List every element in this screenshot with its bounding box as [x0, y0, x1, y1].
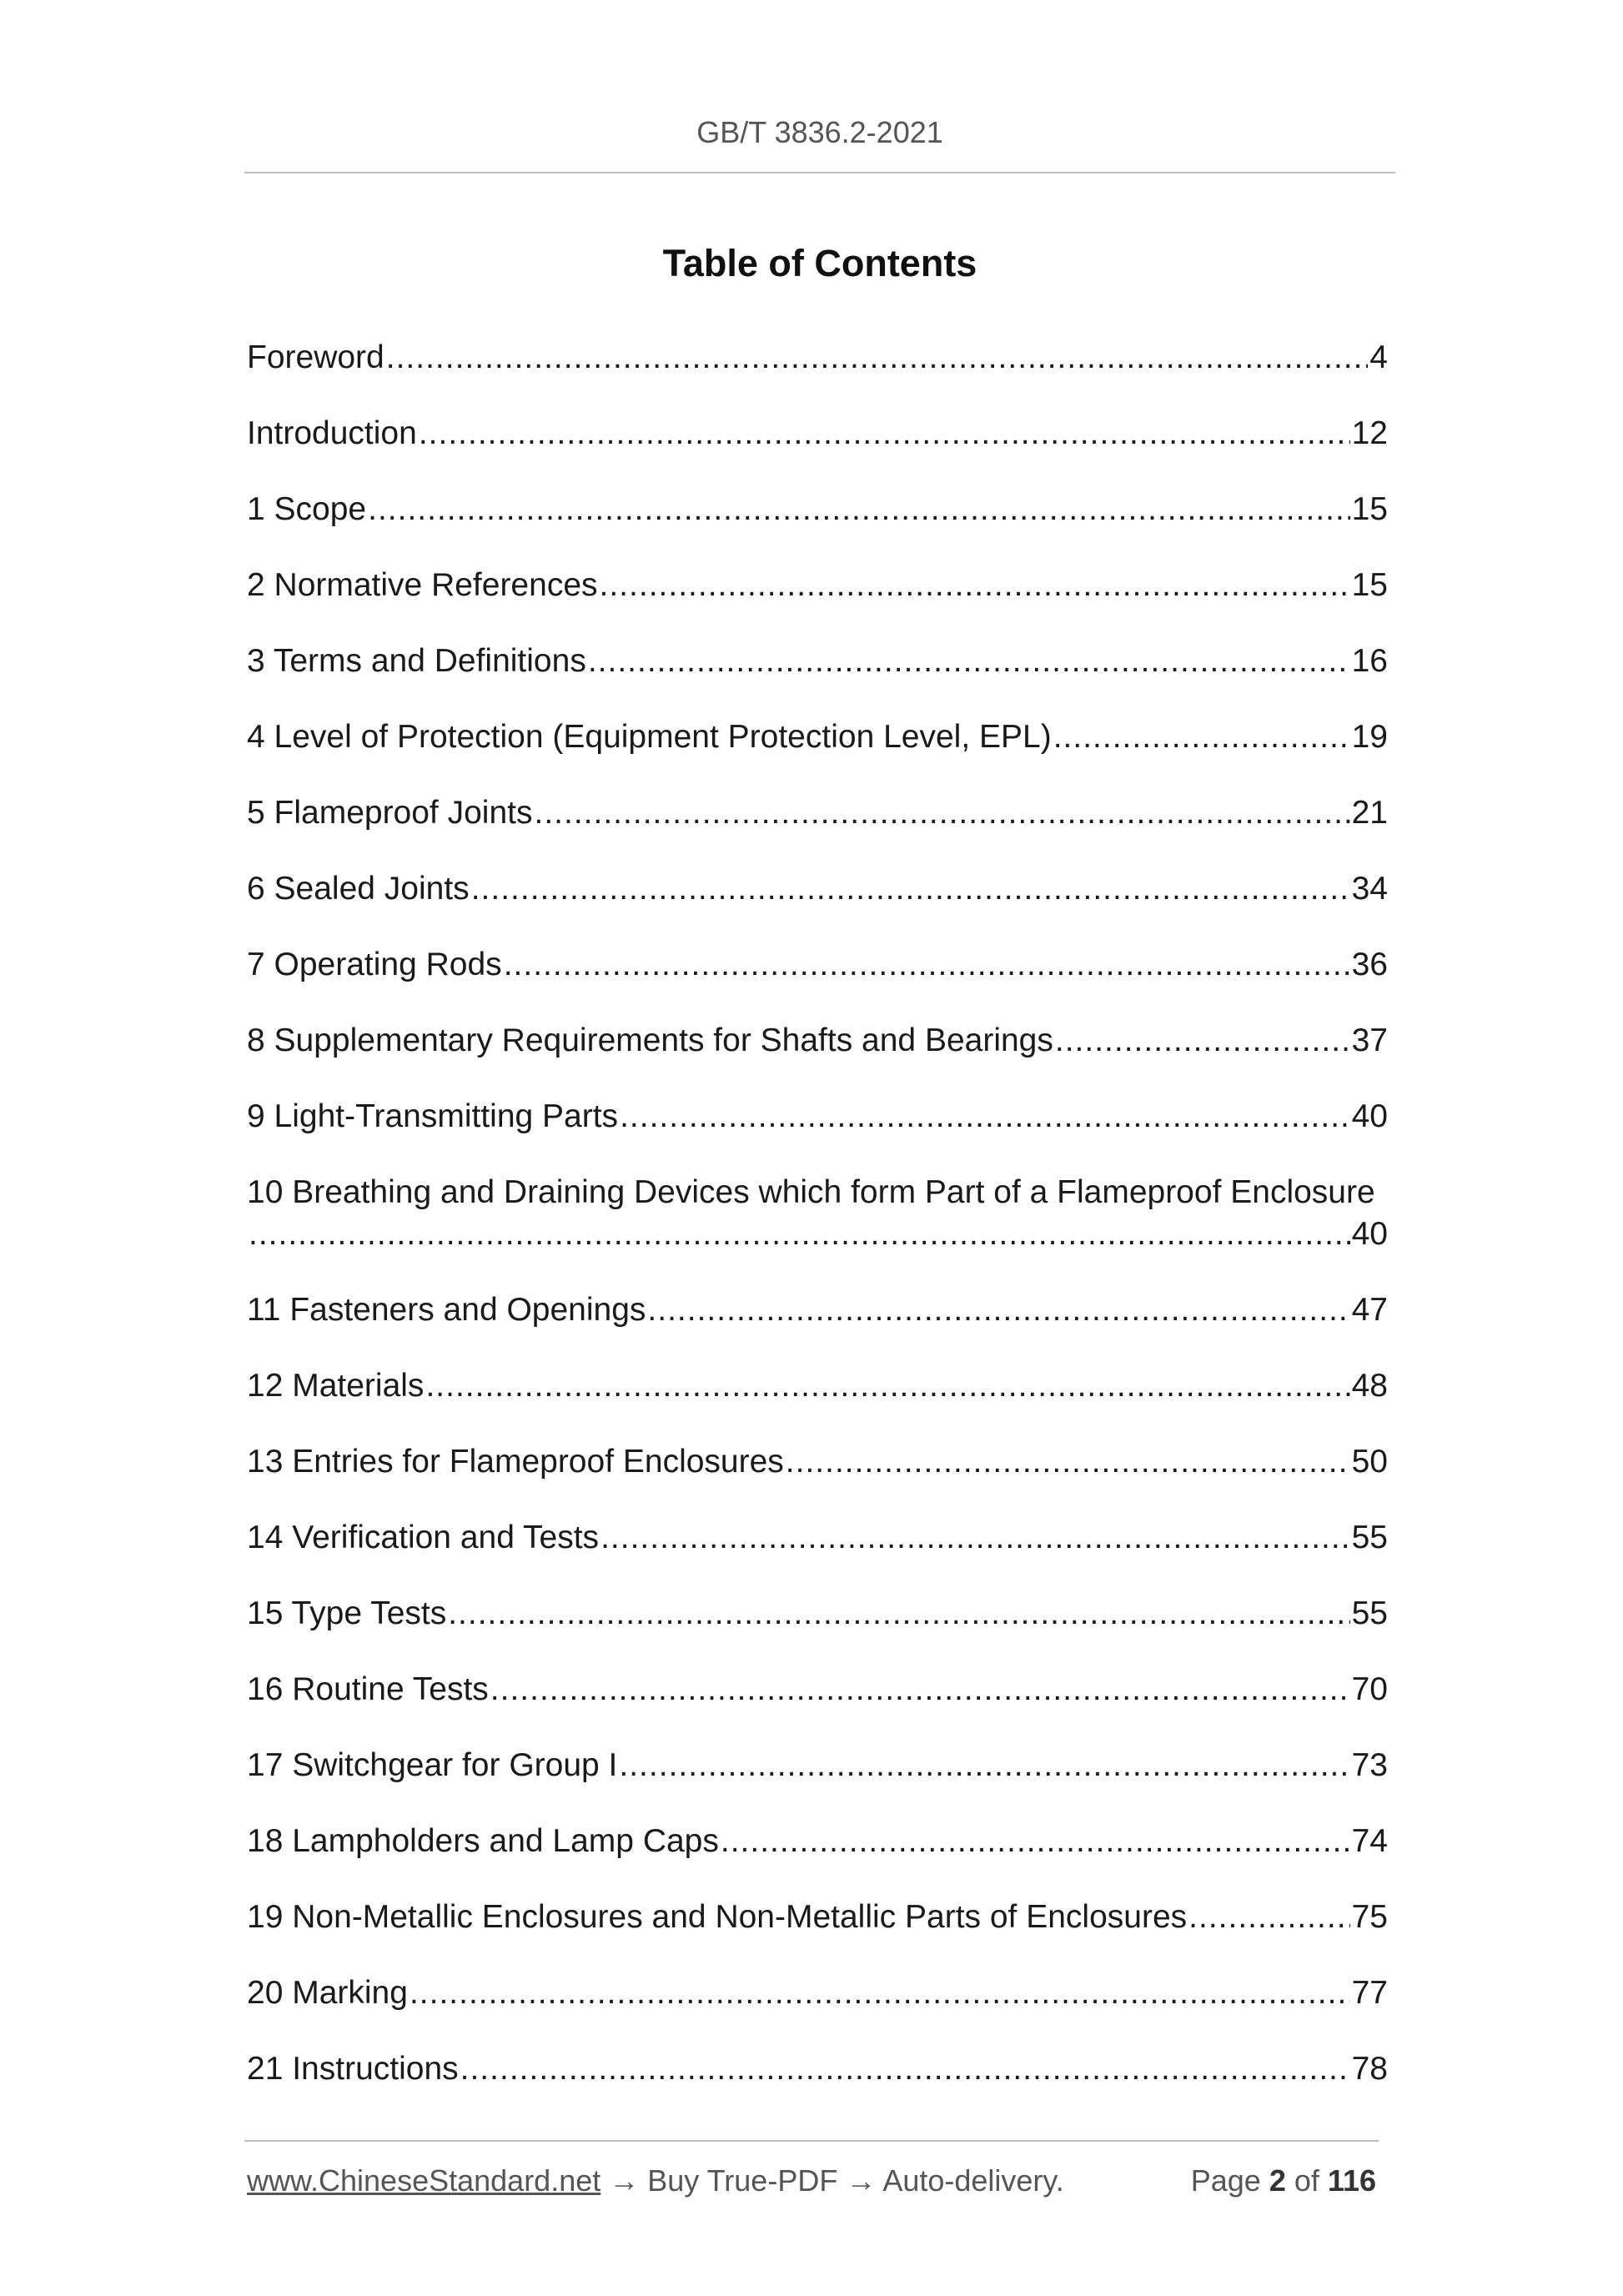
page-total: 116	[1327, 2163, 1376, 2198]
toc-entry-page: 55	[1351, 1520, 1388, 1555]
toc-entry-normative-references[interactable]	[247, 565, 1388, 606]
toc-dot-leader	[368, 489, 1350, 530]
toc-entry-label: 15 Type Tests	[247, 1595, 447, 1631]
toc-entry-breathing-draining-devices[interactable]	[247, 1172, 1388, 1255]
toc-entry-label: 3 Terms and Definitions	[247, 643, 586, 679]
page-indicator	[1168, 2163, 1376, 2198]
toc-entry-label: 2 Normative References	[247, 567, 598, 603]
toc-entry-entries-flameproof-enclosures[interactable]	[247, 1441, 1388, 1483]
toc-dot-leader	[600, 565, 1350, 606]
toc-entry-page: 78	[1351, 2051, 1388, 2087]
toc-entry-flameproof-joints[interactable]	[247, 792, 1388, 834]
toc-entry-page: 40	[1351, 1098, 1388, 1134]
toc-entry-routine-tests[interactable]	[247, 1669, 1388, 1711]
toc-dot-leader	[410, 1972, 1350, 2014]
document-header	[244, 115, 1395, 150]
toc-entry-page: 77	[1351, 1975, 1388, 2011]
toc-dot-leader	[1188, 1897, 1349, 1938]
toc-entry-page: 70	[1351, 1671, 1388, 1707]
toc-entry-label: 11 Fasteners and Openings	[247, 1292, 646, 1328]
toc-entry-page: 40	[1351, 1216, 1388, 1252]
toc-entry-scope[interactable]	[247, 489, 1388, 530]
toc-dot-leader	[619, 1745, 1349, 1786]
toc-entry-label: 21 Instructions	[247, 2051, 459, 2087]
toc-dot-leader	[588, 641, 1350, 682]
toc-dot-leader	[425, 1365, 1349, 1407]
toc-entry-label: 14 Verification and Tests	[247, 1520, 600, 1555]
toc-entry-page: 4	[1369, 339, 1388, 375]
toc-entry-label: 19 Non-Metallic Enclosures and Non-Metallic Parts of Enclosures	[247, 1899, 1188, 1935]
toc-dot-leader	[1055, 1020, 1350, 1062]
toc-entry-page: 74	[1351, 1823, 1388, 1859]
toc-entry-label: 12 Materials	[247, 1368, 425, 1404]
footer-promo	[247, 2163, 1064, 2198]
toc-entry-introduction[interactable]	[247, 413, 1388, 455]
toc-entry-label: 6 Sealed Joints	[247, 871, 470, 907]
toc-entry-fasteners-openings[interactable]	[247, 1289, 1388, 1331]
toc-entry-level-of-protection[interactable]	[247, 716, 1388, 758]
toc-entry-label: 9 Light-Transmitting Parts	[247, 1098, 619, 1134]
toc-entry-label: 17 Switchgear for Group I	[247, 1747, 618, 1783]
toc-title: Table of Contents	[662, 242, 977, 284]
toc-dot-leader	[535, 792, 1350, 834]
toc-entry-terms-definitions[interactable]	[247, 641, 1388, 682]
toc-entry-light-transmitting-parts[interactable]	[247, 1096, 1388, 1138]
toc-entry-sealed-joints[interactable]	[247, 868, 1388, 910]
toc-dot-leader	[1053, 716, 1350, 758]
document-code: GB/T 3836.2-2021	[696, 115, 943, 149]
toc-entry-label: 1 Scope	[247, 491, 367, 527]
toc-dot-leader	[721, 1821, 1350, 1862]
toc-dot-leader	[786, 1441, 1350, 1483]
toc-entry-page: 37	[1351, 1022, 1388, 1058]
toc-dot-leader	[600, 1517, 1350, 1559]
toc-entry-label: 13 Entries for Flameproof Enclosures	[247, 1444, 784, 1480]
footer-website-link[interactable]: www.ChineseStandard.net	[247, 2163, 601, 2198]
toc-entry-verification-tests[interactable]	[247, 1517, 1388, 1559]
header-divider	[244, 172, 1395, 173]
footer-divider	[244, 2140, 1379, 2142]
toc-entry-page: 50	[1351, 1444, 1388, 1480]
toc-entry-page: 55	[1351, 1595, 1388, 1631]
toc-dot-leader	[419, 413, 1350, 455]
toc-entry-label: 16 Routine Tests	[247, 1671, 489, 1707]
toc-entry-instructions[interactable]	[247, 2048, 1388, 2090]
toc-entry-page: 73	[1351, 1747, 1388, 1783]
toc-dot-leader	[620, 1096, 1350, 1138]
toc-entry-materials[interactable]	[247, 1365, 1388, 1407]
toc-dot-leader	[471, 868, 1350, 910]
toc-entry-page: 48	[1351, 1368, 1388, 1404]
toc-entry-label: 8 Supplementary Requirements for Shafts and Bearings	[247, 1022, 1053, 1058]
toc-entry-page: 75	[1351, 1899, 1388, 1935]
toc-entry-non-metallic-enclosures[interactable]	[247, 1897, 1388, 1938]
toc-dot-leader	[460, 2048, 1350, 2090]
toc-entry-label: 7 Operating Rods	[247, 947, 502, 982]
toc-entry-page: 15	[1351, 567, 1388, 603]
toc-entry-page: 21	[1351, 795, 1388, 831]
toc-entry-page: 15	[1351, 491, 1388, 527]
toc-entry-page: 16	[1351, 643, 1388, 679]
toc-entry-lampholders-lamp-caps[interactable]	[247, 1821, 1388, 1862]
toc-entry-operating-rods[interactable]	[247, 944, 1388, 986]
toc-dot-leader	[504, 944, 1350, 986]
toc-entry-label: Introduction	[247, 415, 417, 451]
toc-entry-switchgear-group-i[interactable]	[247, 1745, 1388, 1786]
toc-entry-label: 10 Breathing and Draining Devices which form Part of a Flameproof Enclosure	[247, 1174, 1375, 1210]
page-current: 2	[1269, 2163, 1286, 2198]
toc-entry-page: 19	[1351, 719, 1388, 755]
toc-entry-label: 20 Marking	[247, 1975, 408, 2011]
toc-entry-page: 34	[1351, 871, 1388, 907]
toc-dot-leader	[647, 1289, 1349, 1331]
toc-entry-label: 18 Lampholders and Lamp Caps	[247, 1823, 719, 1859]
toc-entry-foreword[interactable]	[247, 337, 1388, 379]
page-of: of	[1294, 2163, 1319, 2198]
toc-dot-leader	[490, 1669, 1350, 1711]
page-prefix: Page	[1190, 2163, 1261, 2198]
toc-entry-type-tests[interactable]	[247, 1593, 1388, 1635]
toc-entry-marking[interactable]	[247, 1972, 1388, 2014]
toc-entry-page: 12	[1351, 415, 1388, 451]
toc-entry-page: 36	[1351, 947, 1388, 982]
toc-dot-leader	[249, 1213, 1350, 1255]
toc-dot-leader	[448, 1593, 1349, 1635]
toc-entry-label: Foreword	[247, 339, 384, 375]
toc-entry-label: 5 Flameproof Joints	[247, 795, 533, 831]
toc-list	[247, 337, 1388, 2124]
toc-entry-page: 47	[1351, 1292, 1388, 1328]
toc-entry-shafts-bearings[interactable]	[247, 1020, 1388, 1062]
toc-entry-label: 4 Level of Protection (Equipment Protection Level, EPL)	[247, 719, 1052, 755]
toc-entry-continuation	[247, 1213, 1388, 1255]
toc-dot-leader	[386, 337, 1369, 379]
footer-tagline: → Buy True-PDF → Auto-delivery.	[600, 2163, 1064, 2198]
